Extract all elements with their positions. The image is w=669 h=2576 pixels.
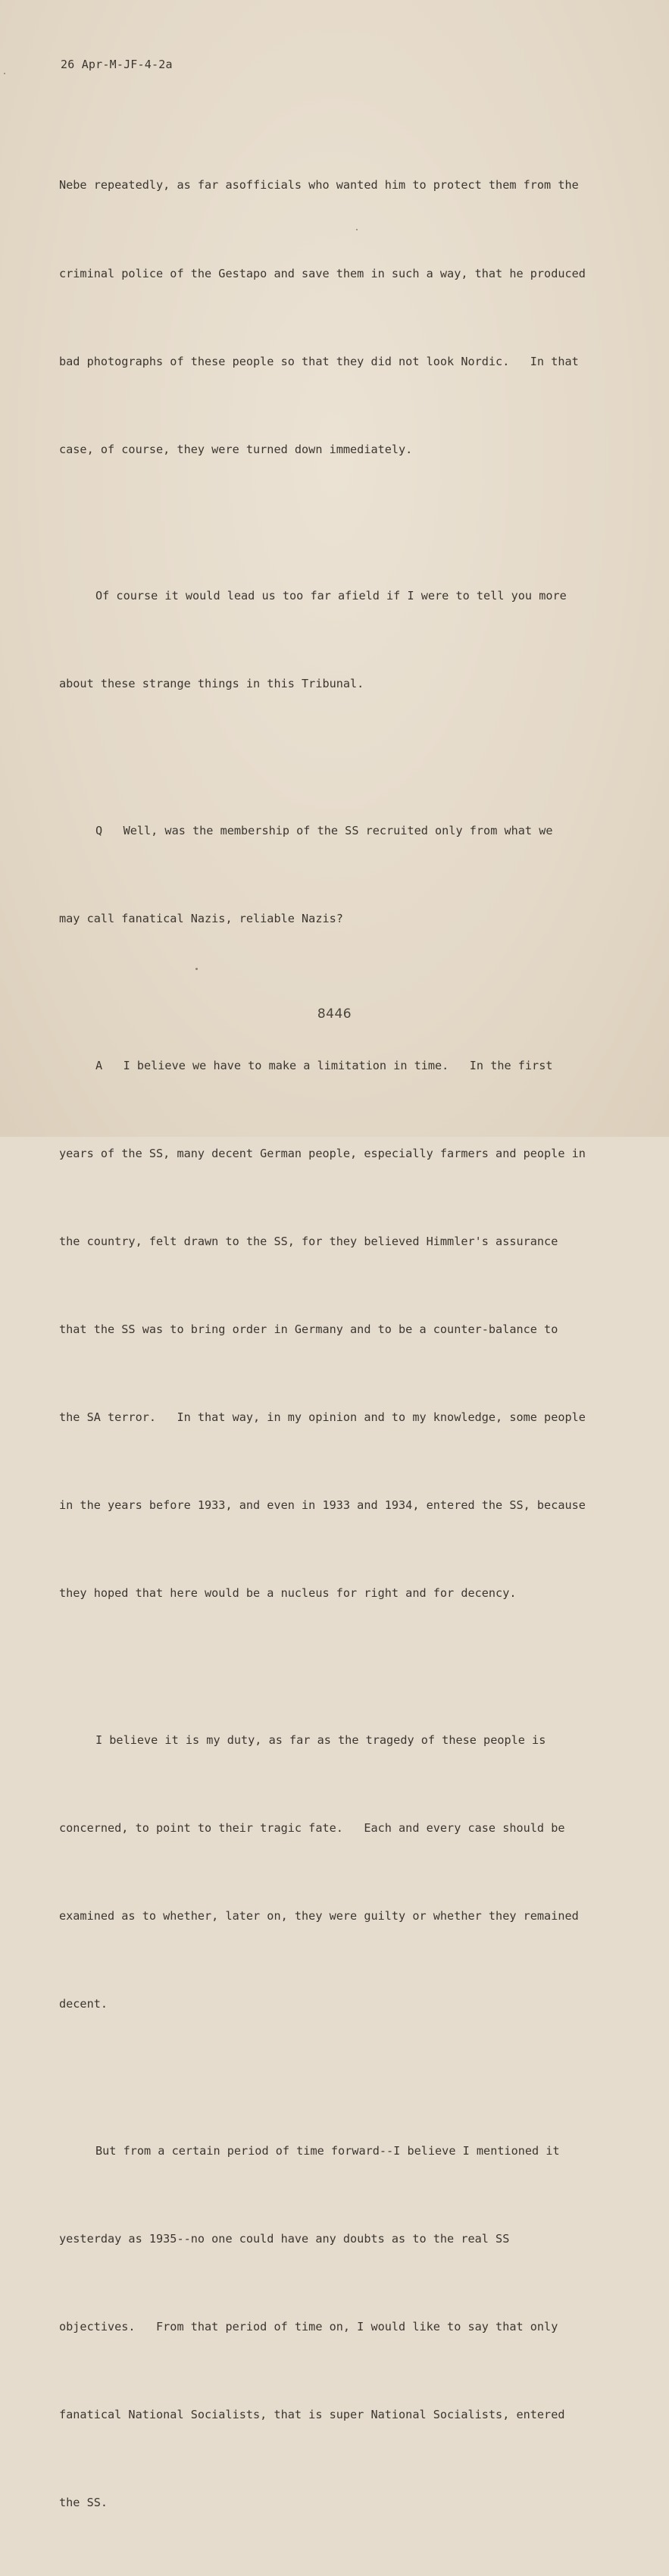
document-reference: 26 Apr-M-JF-4-2a — [61, 58, 173, 71]
paper-speck — [195, 968, 198, 970]
text-line: Of course it would lead us too far afield if I were to tell you more — [95, 589, 567, 603]
text-line: Q Well, was the membership of the SS recruited only from what we — [95, 823, 553, 837]
question-paragraph — [59, 757, 624, 992]
text-line: objectives. From that period of time on, I would like to say that only — [59, 2319, 558, 2333]
text-line: case, of course, they were turned down immediately. — [59, 442, 413, 456]
text-line: Nebe repeatedly, as far asofficials who wanted him to protect them from the — [59, 178, 579, 192]
text-line: I believe it is my duty, as far as the tragedy of these people is — [95, 1732, 546, 1747]
text-line: the country, felt drawn to the SS, for they believed Himmler's assurance — [59, 1234, 558, 1248]
text-line: examined as to whether, later on, they were guilty or whether they remained — [59, 1908, 579, 1923]
text-line: in the years before 1933, and even in 1933 and 1934, entered the SS, because — [59, 1498, 586, 1513]
text-line: that the SS was to bring order in Germany and to be a counter-balance to — [59, 1322, 558, 1336]
text-line: about these strange things in this Tribunal. — [59, 677, 364, 691]
transcript-body — [59, 112, 624, 2576]
page-number: 8446 — [317, 1006, 352, 1022]
text-line: they hoped that here would be a nucleus for right and for decency. — [59, 1586, 517, 1601]
text-line: years of the SS, many decent German people, especially farmers and people in — [59, 1146, 586, 1160]
text-line: decent. — [59, 1997, 108, 2011]
paper-speck — [4, 73, 5, 74]
text-line: may call fanatical Nazis, reliable Nazis? — [59, 911, 343, 925]
paragraph-5 — [59, 2077, 624, 2576]
text-line: the SS. — [59, 2495, 108, 2509]
paragraph-4 — [59, 1667, 624, 2077]
paper-speck — [356, 229, 358, 230]
text-line: yesterday as 1935--no one could have any doubts as to the real SS — [59, 2231, 510, 2246]
paragraph-1 — [59, 112, 624, 523]
text-line: criminal police of the Gestapo and save them in such a way, that he produced — [59, 266, 586, 280]
text-line: fanatical National Socialists, that is super National Socialists, entered — [59, 2407, 565, 2421]
text-line: But from a certain period of time forward--I believe I mentioned it — [95, 2143, 560, 2158]
text-line: bad photographs of these people so that they did not look Nordic. In that — [59, 354, 579, 368]
text-line: concerned, to point to their tragic fate. Each and every case should be — [59, 1820, 565, 1835]
paragraph-2 — [59, 523, 624, 758]
text-line: the SA terror. In that way, in my opinion and to my knowledge, some people — [59, 1410, 586, 1424]
answer-paragraph — [59, 992, 624, 1667]
text-line: A I believe we have to make a limitation in time. In the first — [95, 1058, 553, 1072]
